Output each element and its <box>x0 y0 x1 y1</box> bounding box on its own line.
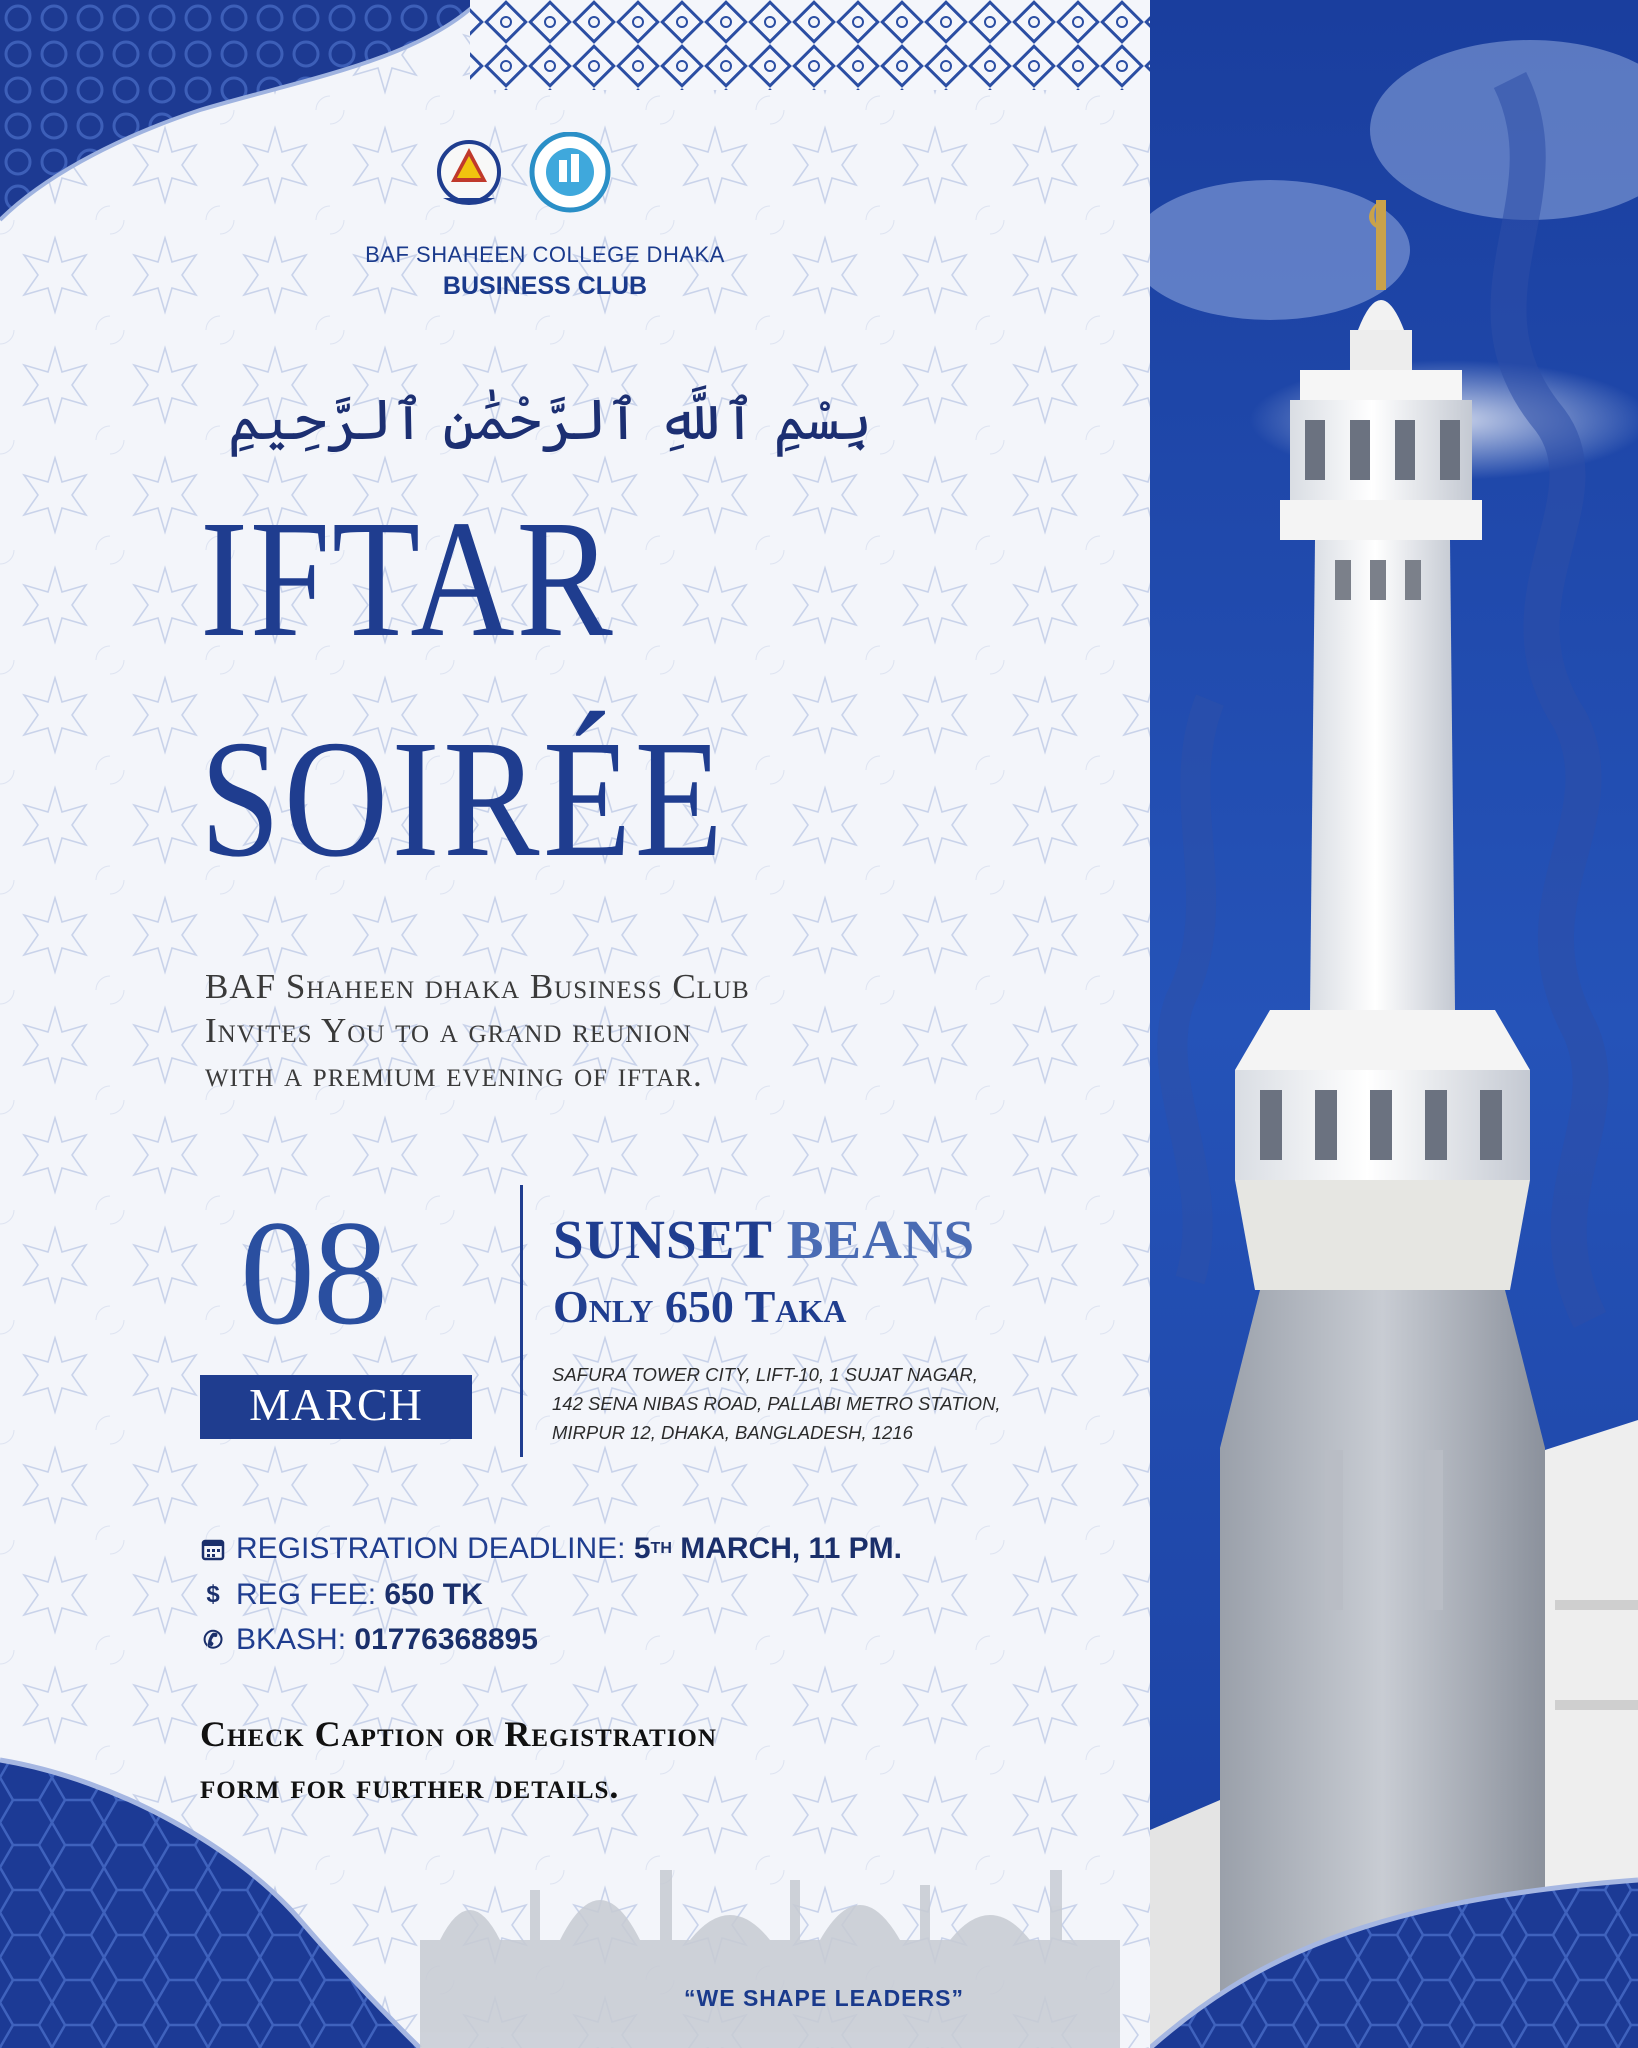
registration-fee <box>200 1578 483 1612</box>
event-month: MARCH <box>249 1379 423 1430</box>
further-details-note <box>200 1708 900 1812</box>
fee-label: REG FEE: <box>236 1578 377 1611</box>
bkash-value: 01776368895 <box>354 1623 538 1656</box>
note-line-2: form for further details. <box>200 1766 620 1806</box>
invitation-line-2: Invites You to a grand reunion <box>205 1011 692 1050</box>
title-line-2: SOIRÉE <box>200 706 727 892</box>
minaret-photo <box>1150 0 1638 2048</box>
venue-name-part-1: SUNSET <box>553 1209 772 1270</box>
registration-deadline <box>200 1532 902 1566</box>
address-line-2: 142 SENA NIBAS ROAD, PALLABI METRO STATION, <box>552 1393 1001 1414</box>
college-logos <box>435 132 635 222</box>
deadline-suffix: TH <box>650 1540 672 1557</box>
note-line-1: Check Caption or Registration <box>200 1714 717 1754</box>
slogan: “WE SHAPE LEADERS” <box>684 1985 964 2011</box>
event-day: 08 <box>240 1190 386 1356</box>
bkash-number <box>200 1623 538 1657</box>
business-club-logo <box>532 134 608 210</box>
dollar-icon: $ <box>206 1581 220 1608</box>
divider-line <box>520 1185 523 1457</box>
venue-address <box>552 1360 1032 1447</box>
phone-icon: ✆ <box>202 1626 224 1654</box>
ticket-price: Only 650 Taka <box>553 1281 847 1332</box>
calendar-icon <box>200 1537 226 1561</box>
title-line-1: IFTAR <box>200 486 615 672</box>
venue-name <box>553 1208 975 1271</box>
fee-value: 650 TK <box>384 1578 483 1611</box>
bismillah-calligraphy: بِسْمِ ٱللَّهِ ٱلرَّحْمَٰنِ ٱلرَّحِيمِ <box>227 388 873 453</box>
club-name: BUSINESS CLUB <box>442 272 648 300</box>
school-name: BAF SHAHEEN COLLEGE DHAKA <box>365 242 725 267</box>
college-emblem-logo <box>439 142 499 205</box>
invitation-line-1: BAF Shaheen dhaka Business Club <box>205 967 750 1006</box>
invitation-line-3: with a premium evening of iftar. <box>205 1055 703 1094</box>
bkash-label: BKASH: <box>236 1623 347 1656</box>
address-line-1: SAFURA TOWER CITY, LIFT-10, 1 SUJAT NAGAR, <box>552 1364 978 1385</box>
deadline-day: 5 <box>633 1532 651 1565</box>
venue-name-part-2: BEANS <box>786 1209 976 1270</box>
deadline-rest: MARCH, 11 PM. <box>680 1532 902 1565</box>
invitation-text <box>205 965 905 1097</box>
address-line-3: MIRPUR 12, DHAKA, BANGLADESH, 1216 <box>552 1422 913 1443</box>
deadline-label: REGISTRATION DEADLINE: <box>236 1532 626 1565</box>
